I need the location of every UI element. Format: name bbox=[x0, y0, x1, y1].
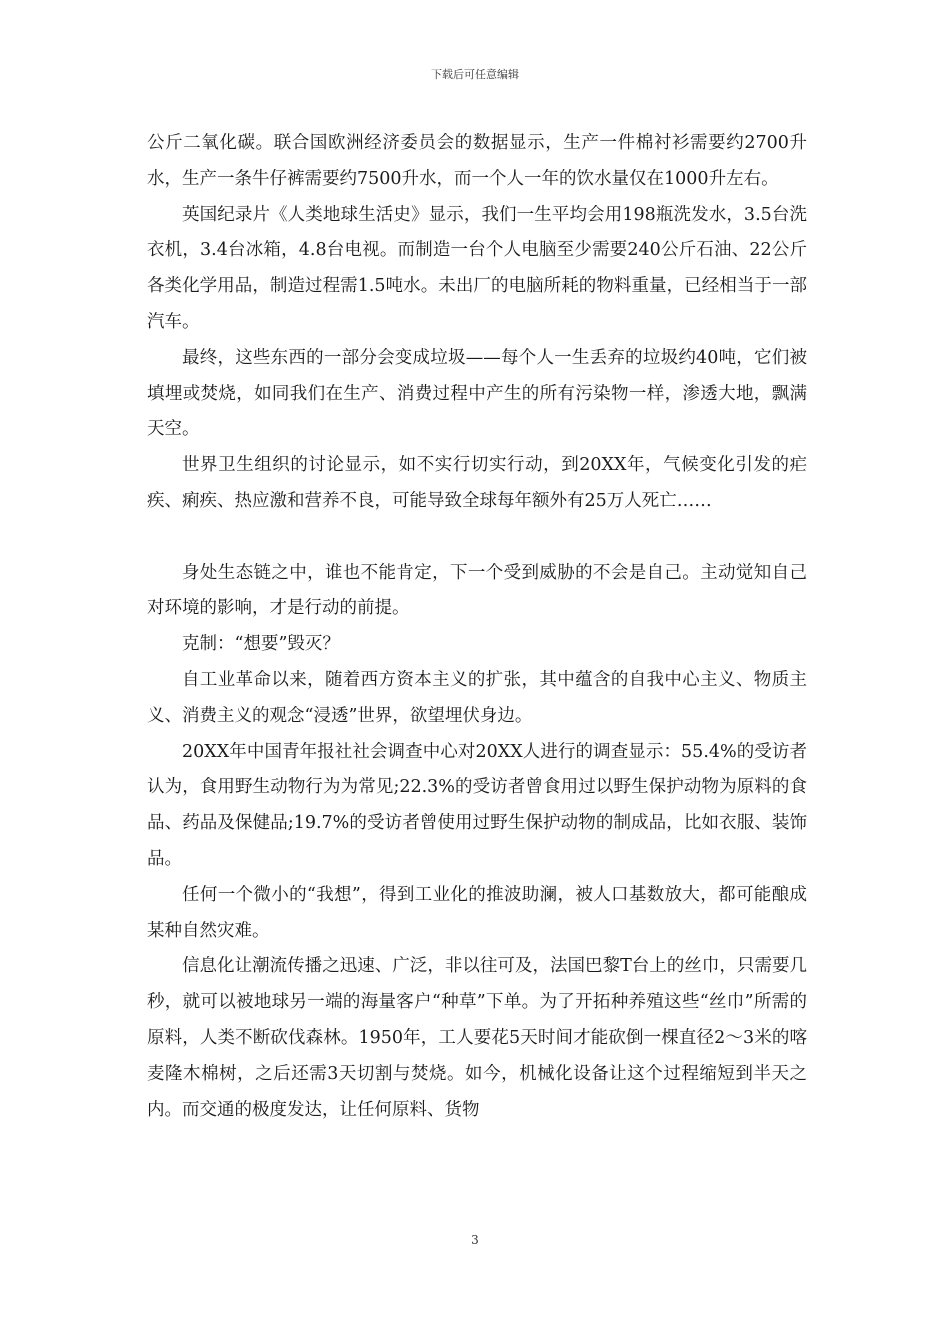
paragraph: 世界卫生组织的讨论显示，如不实行切实行动，到20XX年，气候变化引发的疟疾、痢疾、热应激和营养不良，可能导致全球每年额外有25万人死亡…… bbox=[147, 455, 807, 511]
paragraph: 身处生态链之中，谁也不能肯定，下一个受到威胁的不会是自己。主动觉知自己对环境的影响，才是行动的前提。 bbox=[147, 562, 807, 619]
page-header: 下载后可任意编辑 bbox=[431, 68, 519, 81]
paragraph: 英国纪录片《人类地球生活史》显示，我们一生平均会用198瓶洗发水，3.5台洗衣机，3.4台冰箱，4.8台电视。而制造一台个人电脑至少需要240公斤石油、22公斤各类化学用品，制造过程需1.5吨水。未出厂的电脑所耗的物料重量，已经相当于一部汽车。 bbox=[147, 204, 807, 332]
section-heading: 克制：“想要”毁灭？ bbox=[182, 634, 340, 655]
paragraph: 最终，这些东西的一部分会变成垃圾——每个人一生丢弃的垃圾约40吨，它们被填埋或焚烧，如同我们在生产、消费过程中产生的所有污染物一样，渗透大地，飘满天空。 bbox=[147, 347, 807, 440]
paragraph: 信息化让潮流传播之迅速、广泛，非以往可及，法国巴黎T台上的丝巾，只需要几秒，就可以被地球另一端的海量客户“种草”下单。为了开拓种养殖这些“丝巾”所需的原料，人类不断砍伐森林。1950年，工人要花5天时间才能砍倒一棵直径2～3米的喀麦隆木棉树，之后还需3天切割与焚烧。如今，机械化设备让这个过程缩短到半天之内。而交通的极度发达，让任何原料、货物 bbox=[147, 956, 807, 1120]
paragraph: 自工业革命以来，随着西方资本主义的扩张，其中蕴含的自我中心主义、物质主义、消费主义的观念“浸透”世界，欲望埋伏身边。 bbox=[147, 669, 807, 726]
page-number: 3 bbox=[471, 1233, 479, 1247]
document-body bbox=[147, 126, 807, 1128]
paragraph: 任何一个微小的“我想”，得到工业化的推波助澜，被人口基数放大，都可能酿成某种自然灾难。 bbox=[147, 884, 807, 941]
paragraph: 公斤二氧化碳。联合国欧洲经济委员会的数据显示，生产一件棉衬衫需要约2700升水，生产一条牛仔裤需要约7500升水，而一个人一年的饮水量仅在1000升左右。 bbox=[147, 133, 807, 189]
paragraph: 20XX年中国青年报社社会调查中心对20XX人进行的调查显示：55.4%的受访者认为，食用野生动物行为为常见;22.3%的受访者曾食用过以野生保护动物为原料的食品、药品及保健品;19.7%的受访者曾使用过野生保护动物的制成品，比如衣服、装饰品。 bbox=[147, 741, 807, 869]
